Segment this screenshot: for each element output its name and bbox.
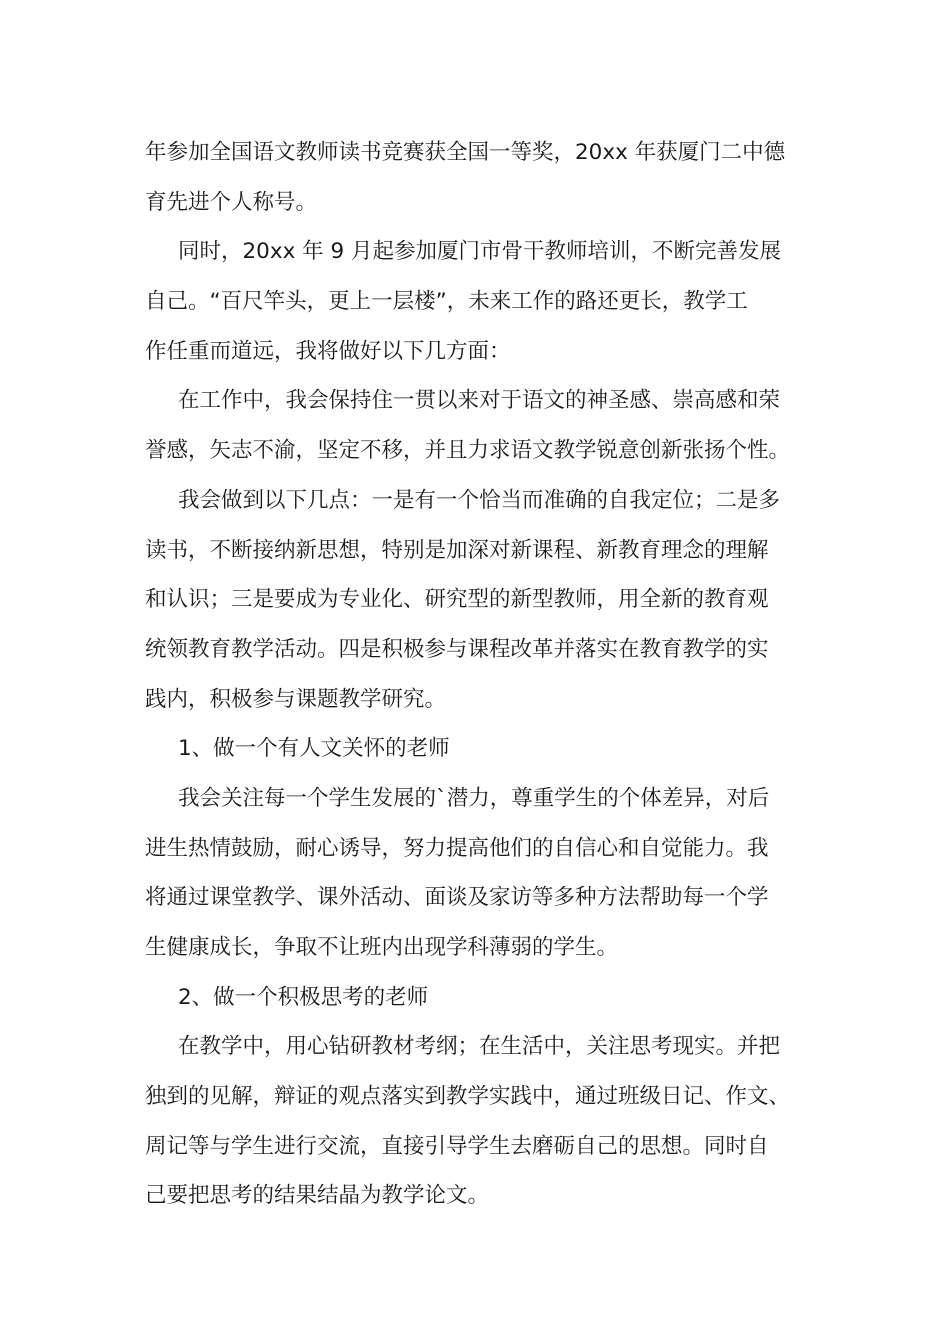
- paragraph-start-line: 我会做到以下几点：一是有一个恰当而准确的自我定位；二是多: [178, 487, 781, 513]
- text-line: 进生热情鼓励，耐心诱导，努力提高他们的自信心和自觉能力。我: [145, 835, 769, 861]
- document-body: [145, 128, 825, 1221]
- text-line: 将通过课堂教学、课外活动、面谈及家访等多种方法帮助每一个学: [145, 885, 769, 911]
- paragraph-start-line: 同时，20xx 年 9 月起参加厦门市骨干教师培训，不断完善发展: [178, 239, 781, 265]
- text-line: 独到的见解，辩证的观点落实到教学实践中，通过班级日记、作文、: [145, 1084, 791, 1110]
- text-line: 育先进个人称号。: [145, 189, 318, 215]
- paragraph-start-line: 我会关注每一个学生发展的`潜力，尊重学生的个体差异，对后: [178, 785, 770, 811]
- text-line: 年参加全国语文教师读书竞赛获全国一等奖，20xx 年获厦门二中德: [145, 140, 786, 165]
- text-line: 誉感，矢志不渝，坚定不移，并且力求语文教学锐意创新张扬个性。: [145, 438, 791, 464]
- paragraph-start-line: 在工作中，我会保持住一贯以来对于语文的神圣感、崇高感和荣: [178, 388, 781, 414]
- text-line: 己要把思考的结果结晶为教学论文。: [145, 1183, 490, 1209]
- text-line: 周记等与学生进行交流，直接引导学生去磨砺自己的思想。同时自: [145, 1133, 769, 1159]
- text-line: 践内，积极参与课题教学研究。: [145, 686, 447, 712]
- section-heading: 1、做一个有人文关怀的老师: [178, 736, 450, 762]
- text-line: 自己。“百尺竿头，更上一层楼”，未来工作的路还更长，教学工: [145, 289, 748, 315]
- text-line: 统领教育教学活动。四是积极参与课程改革并落实在教育教学的实: [145, 636, 769, 662]
- paragraph-start-line: 在教学中，用心钻研教材考纲；在生活中，关注思考现实。并把: [178, 1034, 781, 1060]
- section-heading: 2、做一个积极思考的老师: [178, 984, 429, 1010]
- text-line: 读书，不断接纳新思想，特别是加深对新课程、新教育理念的理解: [145, 537, 769, 563]
- text-line: 生健康成长，争取不让班内出现学科薄弱的学生。: [145, 935, 619, 960]
- text-line: 和认识；三是要成为专业化、研究型的新型教师，用全新的教育观: [145, 587, 769, 613]
- text-line: 作任重而道远，我将做好以下几方面：: [145, 338, 511, 364]
